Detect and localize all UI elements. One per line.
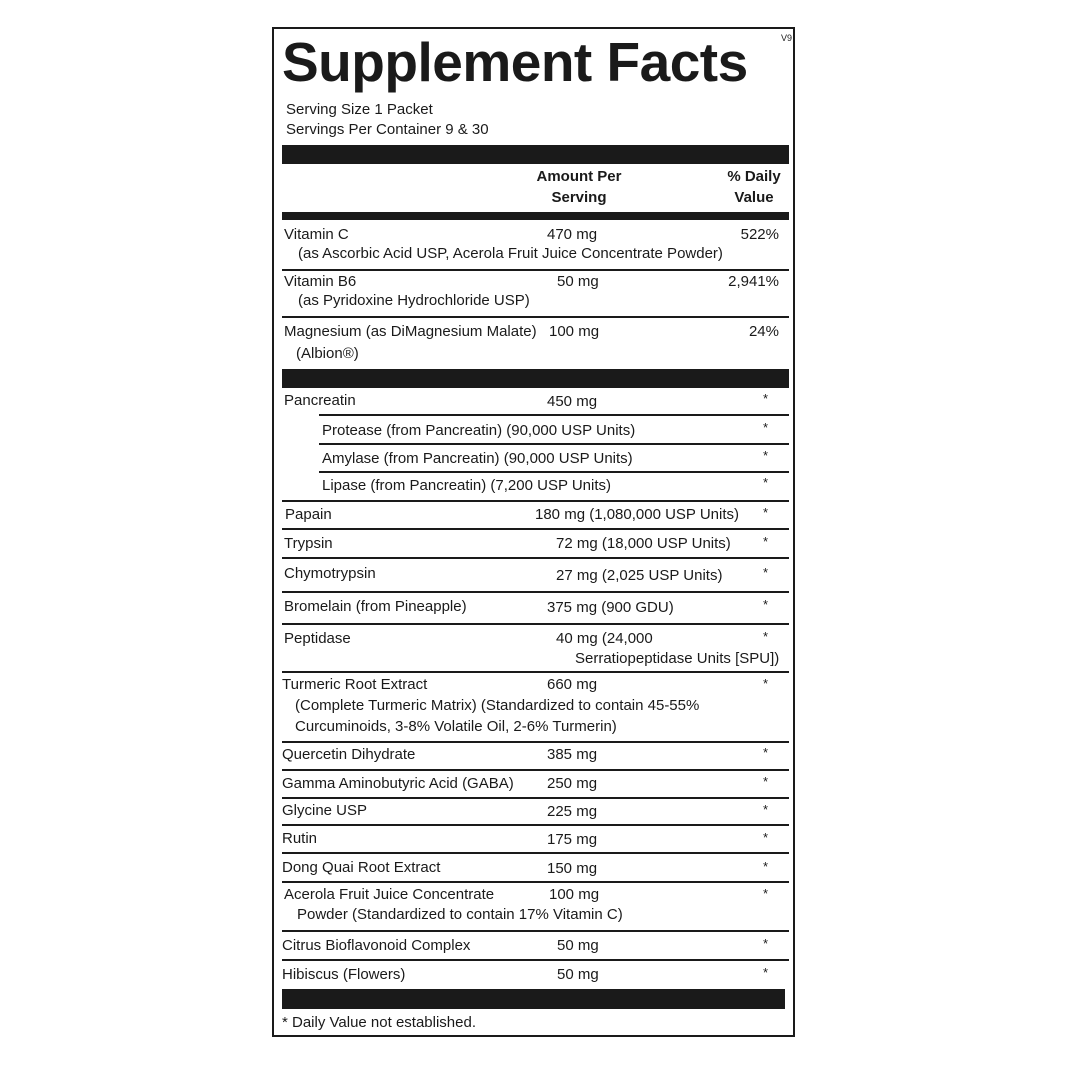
version-code: V9: [781, 33, 793, 43]
rutin-dv: *: [763, 830, 769, 845]
trypsin-dv: *: [763, 534, 769, 549]
thick-divider-top: [282, 145, 789, 164]
magnesium-note: (Albion®): [296, 345, 359, 362]
turmeric-dv: *: [763, 676, 769, 691]
amylase-name: Amylase (from Pancreatin) (90,000 USP Units): [322, 450, 633, 467]
row-divider: [282, 769, 789, 771]
citrus-amount: 50 mg: [557, 937, 599, 954]
pancreatin-dv: *: [763, 391, 769, 406]
peptidase-amount: 40 mg (24,000: [556, 630, 653, 647]
gaba-name: Gamma Aminobutyric Acid (GABA): [282, 775, 514, 792]
peptidase-dv: *: [763, 629, 769, 644]
citrus-name: Citrus Bioflavonoid Complex: [282, 937, 471, 954]
row-divider: [282, 824, 789, 826]
acerola-dv: *: [763, 886, 769, 901]
row-divider: [282, 881, 789, 883]
hibiscus-name: Hibiscus (Flowers): [282, 966, 406, 983]
peptidase-amount-cont: Serratiopeptidase Units [SPU]): [575, 650, 780, 667]
quercetin-name: Quercetin Dihydrate: [282, 746, 416, 763]
row-divider: [319, 414, 789, 416]
header-daily-value: % Daily Value: [727, 168, 781, 206]
vitamin-b6-dv: 2,941%: [728, 273, 779, 290]
peptidase-name: Peptidase: [284, 630, 351, 647]
row-divider: [282, 741, 789, 743]
chymotrypsin-amount: 27 mg (2,025 USP Units): [556, 567, 723, 584]
acerola-name: Acerola Fruit Juice Concentrate: [284, 886, 495, 903]
protease-name: Protease (from Pancreatin) (90,000 USP Units): [322, 422, 636, 439]
magnesium-amount: 100 mg: [549, 323, 600, 340]
row-divider: [319, 471, 789, 473]
glycine-amount: 225 mg: [547, 803, 598, 820]
row-divider: [282, 557, 789, 559]
pancreatin-amount: 450 mg: [547, 393, 598, 410]
row-divider: [319, 443, 789, 445]
hibiscus-dv: *: [763, 965, 769, 980]
protease-dv: *: [763, 420, 769, 435]
acerola-note: Powder (Standardized to contain 17% Vitamin C): [297, 906, 623, 923]
vitamin-c-dv: 522%: [740, 226, 779, 243]
row-divider: [282, 500, 789, 502]
vitamin-c-note: (as Ascorbic Acid USP, Acerola Fruit Juice Concentrate Powder): [298, 245, 723, 262]
chymotrypsin-dv: *: [763, 565, 769, 580]
row-divider: [282, 269, 789, 271]
turmeric-note-2: Curcuminoids, 3-8% Volatile Oil, 2-6% Turmerin): [295, 718, 617, 735]
panel-title: Supplement Facts: [282, 31, 748, 93]
chymotrypsin-name: Chymotrypsin: [284, 565, 376, 582]
gaba-dv: *: [763, 774, 769, 789]
gaba-amount: 250 mg: [547, 775, 598, 792]
row-divider: [282, 591, 789, 593]
trypsin-name: Trypsin: [284, 535, 333, 552]
row-divider: [282, 528, 789, 530]
bromelain-name: Bromelain (from Pineapple): [284, 598, 467, 615]
rutin-name: Rutin: [282, 830, 318, 847]
papain-name: Papain: [285, 506, 332, 523]
row-divider: [282, 797, 789, 799]
row-divider: [282, 852, 789, 854]
quercetin-dv: *: [763, 745, 769, 760]
glycine-dv: *: [763, 802, 769, 817]
servings-per-container: Servings Per Container 9 & 30: [286, 121, 489, 138]
pancreatin-name: Pancreatin: [284, 392, 356, 409]
lipase-name: Lipase (from Pancreatin) (7,200 USP Units): [322, 477, 612, 494]
vitamin-c-name: Vitamin C: [284, 226, 349, 243]
vitamin-b6-amount: 50 mg: [557, 273, 599, 290]
citrus-dv: *: [763, 936, 769, 951]
magnesium-dv: 24%: [748, 323, 779, 340]
dong-quai-name: Dong Quai Root Extract: [282, 859, 441, 876]
row-divider: [282, 930, 789, 932]
row-divider: [282, 959, 789, 961]
vitamin-c-amount: 470 mg: [547, 226, 598, 243]
turmeric-amount: 660 mg: [547, 676, 598, 693]
amylase-dv: *: [763, 448, 769, 463]
footnote: * Daily Value not established.: [282, 1014, 477, 1031]
magnesium-name: Magnesium (as DiMagnesium Malate): [284, 323, 537, 340]
rutin-amount: 175 mg: [547, 831, 598, 848]
papain-amount: 180 mg (1,080,000 USP Units): [535, 506, 740, 523]
turmeric-name: Turmeric Root Extract: [282, 676, 428, 693]
trypsin-amount: 72 mg (18,000 USP Units): [556, 535, 731, 552]
vitamin-b6-note: (as Pyridoxine Hydrochloride USP): [298, 292, 530, 309]
dong-quai-dv: *: [763, 859, 769, 874]
row-divider: [282, 316, 789, 318]
papain-dv: *: [763, 505, 769, 520]
row-divider: [282, 671, 789, 673]
bromelain-amount: 375 mg (900 GDU): [547, 599, 674, 616]
lipase-dv: *: [763, 475, 769, 490]
quercetin-amount: 385 mg: [547, 746, 598, 763]
thick-divider-bottom: [282, 989, 785, 1009]
bromelain-dv: *: [763, 597, 769, 612]
hibiscus-amount: 50 mg: [557, 966, 599, 983]
medium-divider: [282, 212, 789, 220]
vitamin-b6-name: Vitamin B6: [284, 273, 357, 290]
acerola-amount: 100 mg: [549, 886, 600, 903]
glycine-name: Glycine USP: [282, 802, 368, 819]
turmeric-note-1: (Complete Turmeric Matrix) (Standardized to contain 45-55%: [295, 697, 700, 714]
row-divider: [282, 623, 789, 625]
thick-divider-middle: [282, 369, 789, 388]
serving-size: Serving Size 1 Packet: [286, 101, 433, 118]
dong-quai-amount: 150 mg: [547, 860, 598, 877]
header-amount-per-serving: Amount Per Serving: [536, 168, 622, 206]
supplement-facts-panel: [272, 27, 795, 1037]
